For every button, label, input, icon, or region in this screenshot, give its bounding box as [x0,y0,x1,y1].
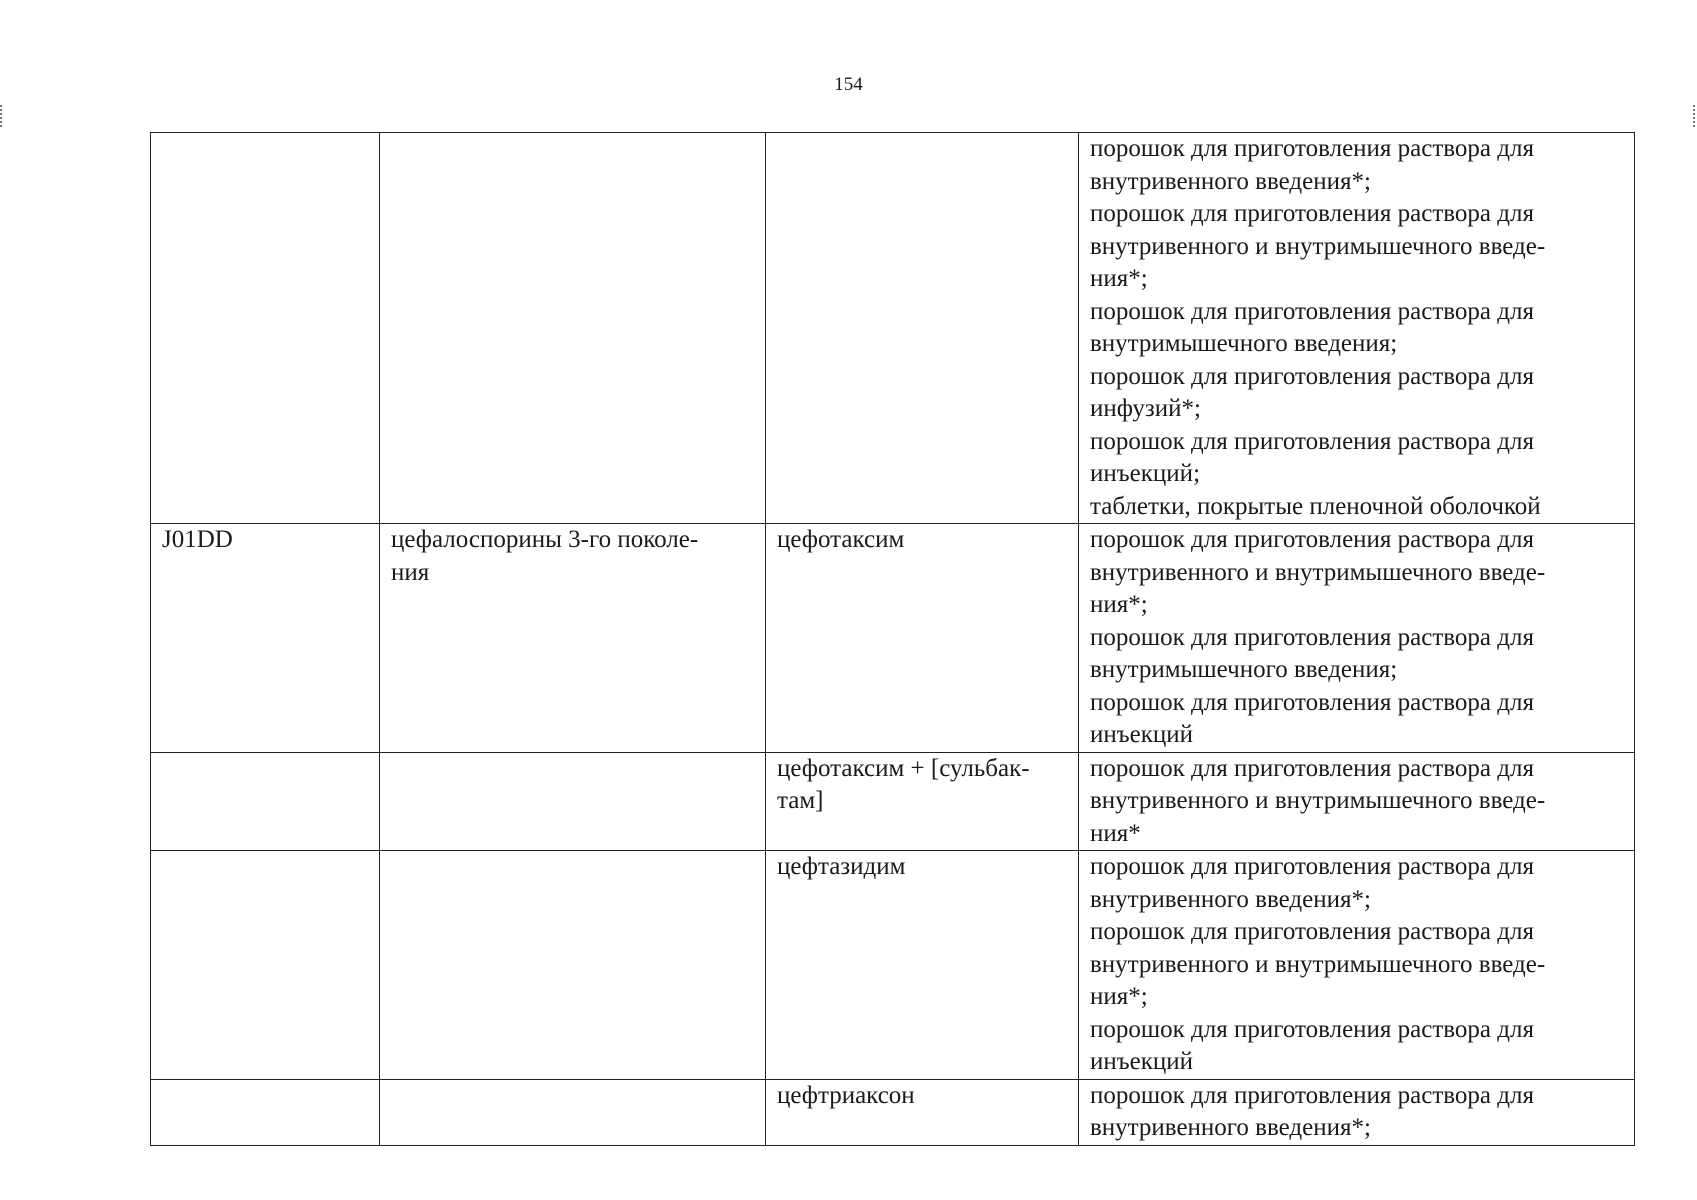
atc-code: J01DD [162,526,233,553]
atc-code-cell [151,133,380,524]
table-row [151,752,1635,851]
drug-name-line: там] [777,787,824,814]
atc-code-cell [151,1079,380,1145]
dosage-forms-line: внутримышечного введения; [1090,656,1398,683]
dosage-forms-line: инфузий*; [1090,395,1201,422]
dosage-forms-line: порошок для приготовления раствора для [1090,135,1534,162]
table-body [151,133,1635,1146]
drug-name-line: цефотаксим + [сульбак- [777,754,1030,782]
dosage-forms-line: порошок для приготовления раствора для [1090,1081,1534,1109]
atc-code-cell [151,524,380,753]
drug-name-cell [766,851,1079,1080]
dosage-forms-line: внутривенного и внутримышечного введе- [1090,558,1546,586]
drug-name-cell [766,133,1079,524]
pharmacological-group-line: цефалоспорины 3-го поколе- [391,526,699,553]
table-row [151,1079,1635,1145]
table-row [151,524,1635,753]
dosage-forms-line: внутривенного и внутримышечного введе- [1090,787,1546,814]
drug-name-cell [766,1079,1079,1145]
table-row [151,851,1635,1080]
page-number: 154 [834,74,863,95]
atc-code-cell [151,851,380,1080]
pharmacological-group-cell [380,752,766,851]
pharmacological-group-cell [380,1079,766,1145]
drug-name-cell [766,524,1079,753]
dosage-forms-line: ния* [1090,819,1141,847]
scan-edge-mark-left [0,105,4,127]
dosage-forms-line: внутривенного введения*; [1090,1114,1371,1141]
drug-name-line: цефотаксим [777,526,905,553]
dosage-forms-line: внутривенного введения*; [1090,167,1371,195]
dosage-forms-cell [1079,1079,1635,1145]
pharmacological-group-cell [380,524,766,753]
dosage-forms-line: внутривенного и внутримышечного введе- [1090,950,1546,978]
drug-name-cell [766,752,1079,851]
dosage-forms-line: порошок для приготовления раствора для [1090,623,1534,651]
dosage-forms-line: внутримышечного введения; [1090,330,1398,357]
dosage-forms-line: порошок для приготовления раствора для [1090,688,1534,716]
dosage-forms-line: порошок для приготовления раствора для [1090,200,1534,227]
dosage-forms-line: ния*; [1090,983,1148,1010]
dosage-forms-line: порошок для приготовления раствора для [1090,754,1534,782]
dosage-forms-line: инъекций [1090,1048,1194,1075]
dosage-forms-line: порошок для приготовления раствора для [1090,427,1534,455]
scan-edge-mark-right [1693,105,1697,127]
table-row [151,133,1635,524]
dosage-forms-line: ния*; [1090,265,1148,292]
dosage-forms-line: внутривенного введения*; [1090,885,1371,913]
dosage-forms-line: порошок для приготовления раствора для [1090,526,1534,553]
dosage-forms-cell [1079,133,1635,524]
dosage-forms-cell [1079,752,1635,851]
pharmacological-group-cell [380,851,766,1080]
dosage-forms-line: порошок для приготовления раствора для [1090,1015,1534,1043]
dosage-forms-line: таблетки, покрытые пленочной оболочкой [1090,492,1541,520]
dosage-forms-line: порошок для приготовления раствора для [1090,853,1534,880]
drug-table [150,132,1635,1146]
pharmacological-group-cell [380,133,766,524]
drug-name-line: цефтазидим [777,853,906,880]
dosage-forms-line: порошок для приготовления раствора для [1090,297,1534,325]
dosage-forms-line: внутривенного и внутримышечного введе- [1090,232,1546,260]
pharmacological-group-line: ния [391,558,430,586]
dosage-forms-line: ния*; [1090,591,1148,618]
dosage-forms-line: инъекций [1090,721,1194,748]
dosage-forms-cell [1079,524,1635,753]
dosage-forms-line: инъекций; [1090,460,1201,487]
dosage-forms-line: порошок для приготовления раствора для [1090,918,1534,945]
atc-code-cell [151,752,380,851]
dosage-forms-line: порошок для приготовления раствора для [1090,362,1534,390]
dosage-forms-cell [1079,851,1635,1080]
drug-name-line: цефтриаксон [777,1081,915,1109]
